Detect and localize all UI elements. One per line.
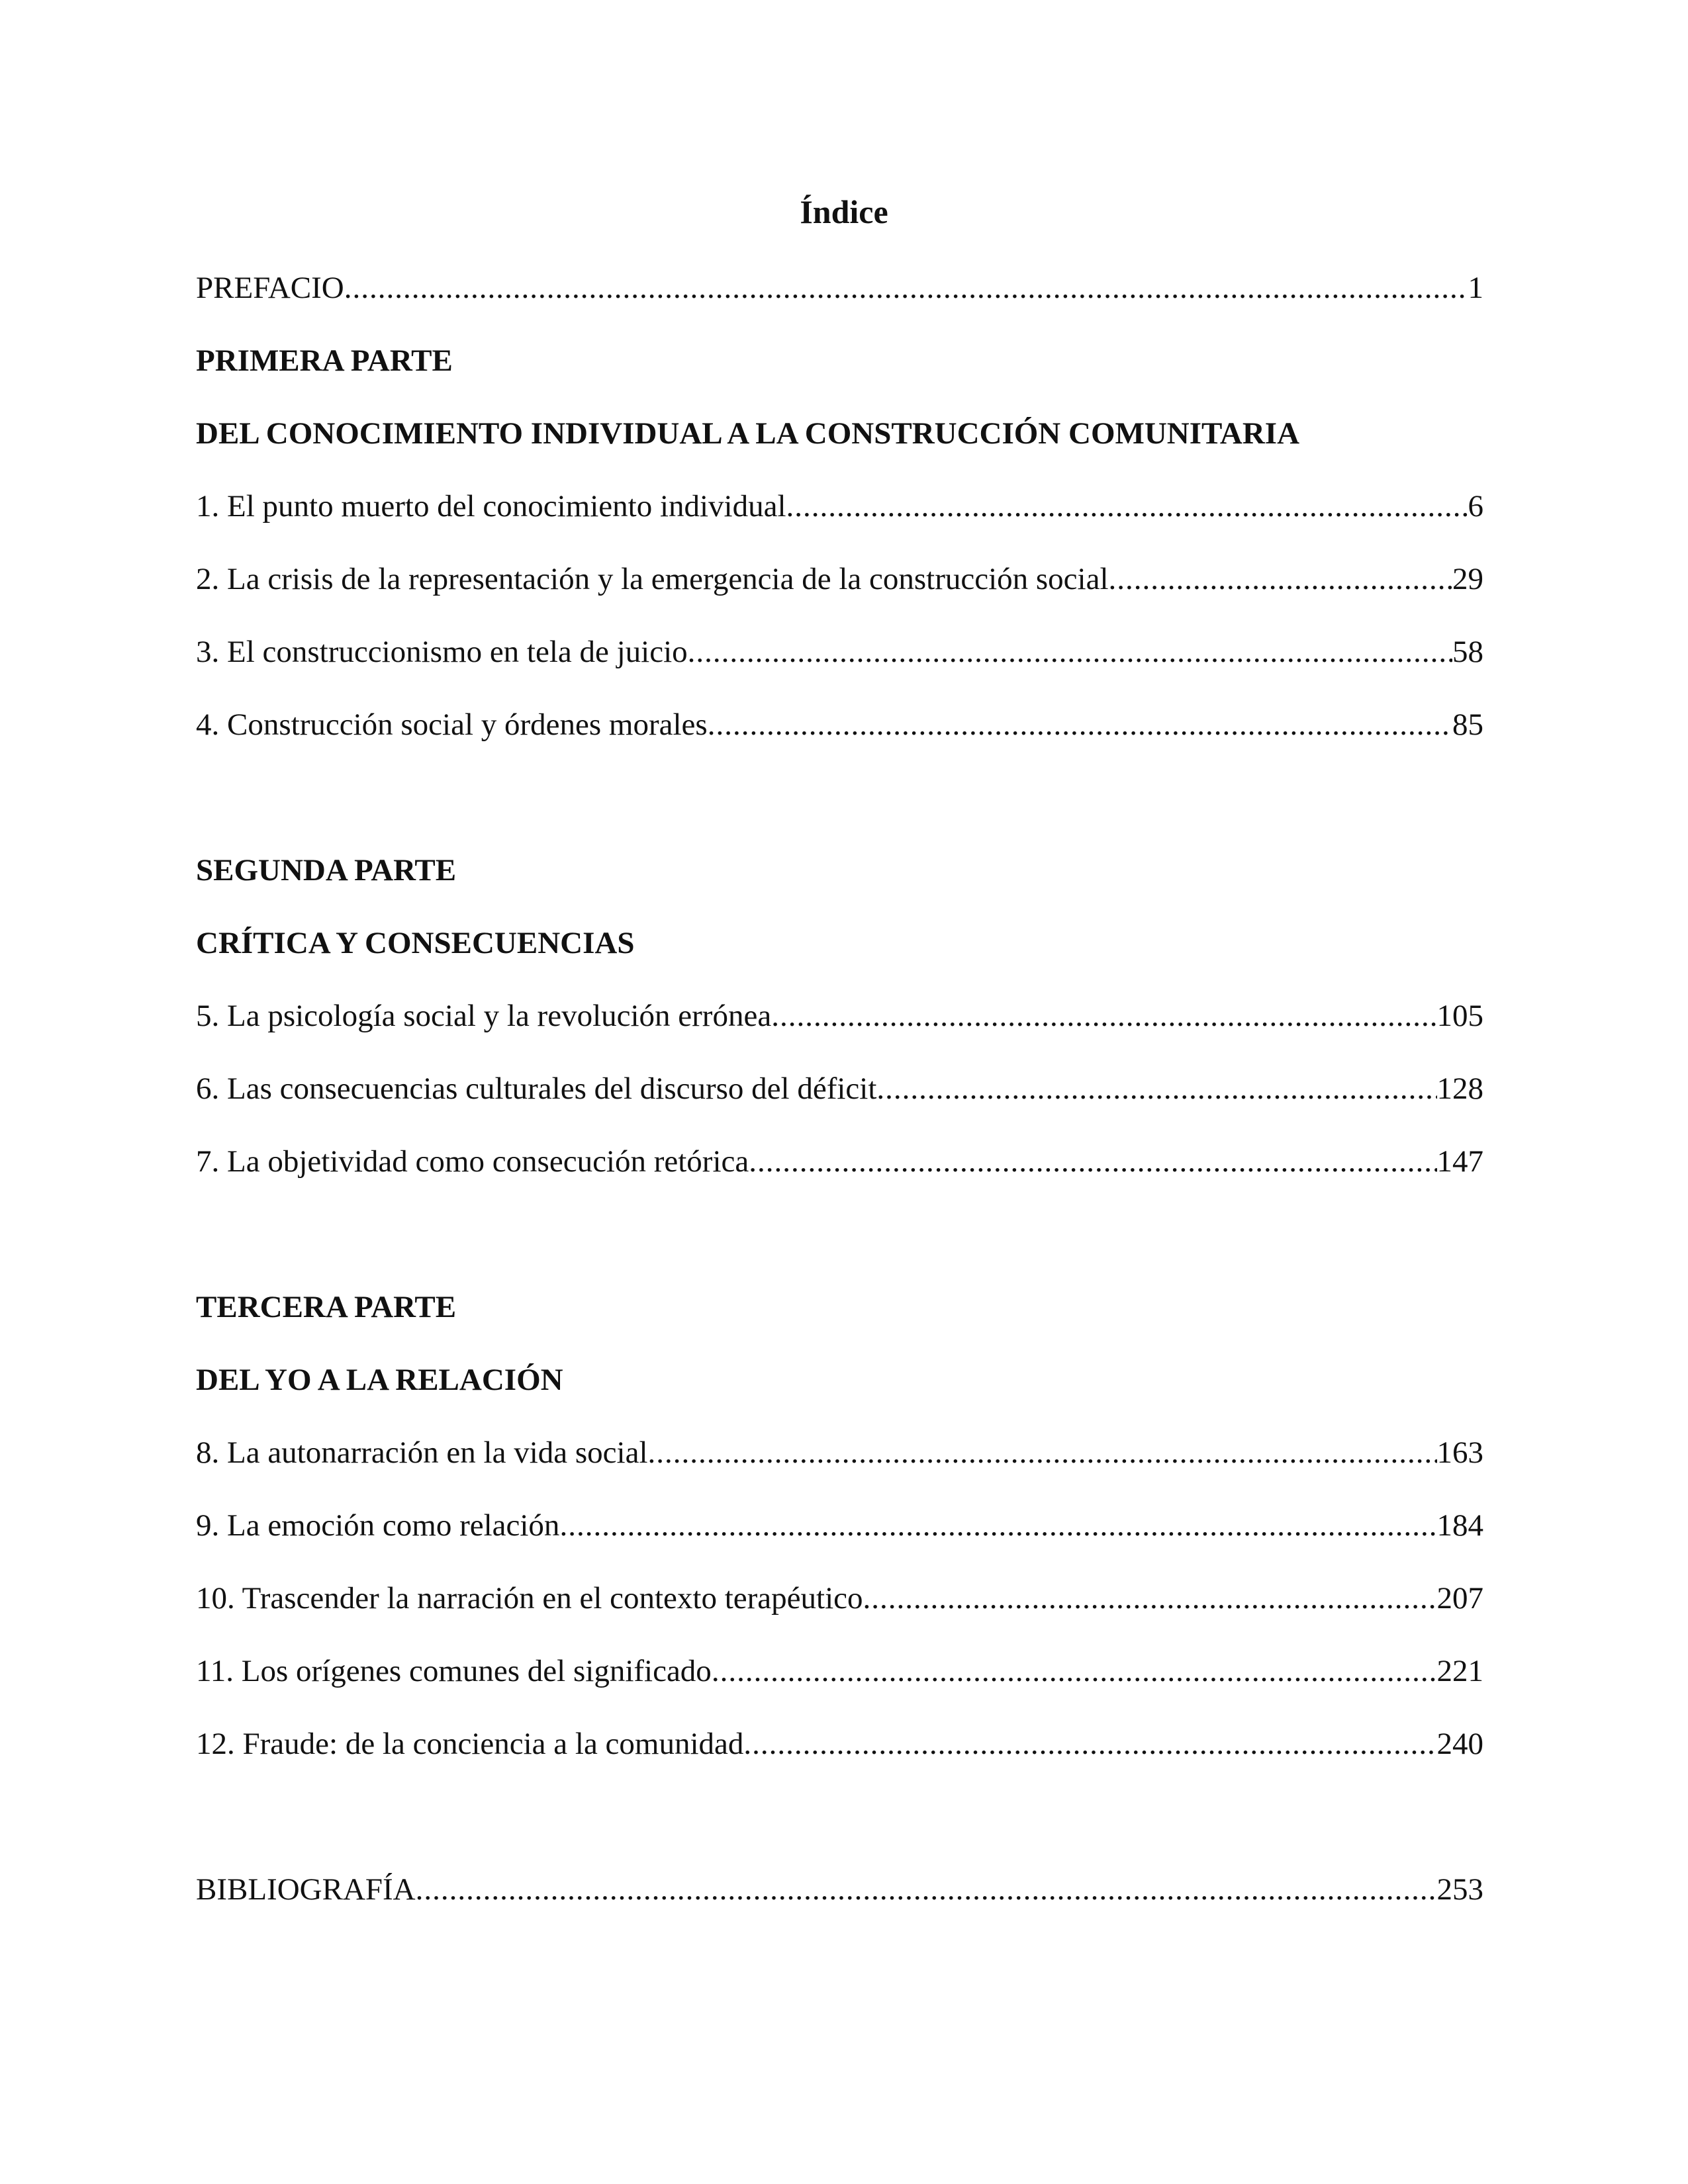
toc-entry[interactable]: [196, 559, 1483, 599]
page-title: Índice: [800, 193, 888, 230]
part-label: TERCERA PARTE: [196, 1290, 457, 1324]
toc-entry[interactable]: [196, 632, 1483, 672]
part-title: DEL CONOCIMIENTO INDIVIDUAL A LA CONSTRUCCIÓN COMUNITARIA: [196, 416, 1300, 451]
toc-entry[interactable]: [196, 1433, 1483, 1473]
toc-entry-page: 58: [1452, 635, 1483, 669]
leader-dots: [648, 1433, 1437, 1473]
toc-entry-label: 3. El construccionismo en tela de juicio: [196, 635, 688, 669]
part-title: DEL YO A LA RELACIÓN: [196, 1363, 563, 1397]
toc-entry-label: PREFACIO: [196, 271, 344, 305]
leader-dots: [712, 1651, 1437, 1691]
toc-entry-page: 105: [1436, 999, 1483, 1033]
toc-entry-page: 85: [1452, 707, 1483, 742]
toc-entry-label: 8. La autonarración en la vida social: [196, 1435, 648, 1470]
toc-entry-label: 2. La crisis de la representación y la emergencia de la construcción social: [196, 562, 1109, 596]
toc-entry-page: 184: [1436, 1508, 1483, 1543]
toc-entry-label: 10. Trascender la narración en el contexto terapéutico: [196, 1581, 863, 1615]
toc-entry-label: 11. Los orígenes comunes del significado: [196, 1654, 712, 1688]
toc-entry-label: 1. El punto muerto del conocimiento individual: [196, 489, 786, 523]
leader-dots: [749, 1142, 1436, 1181]
toc-entry-label: 9. La emoción como relación: [196, 1508, 560, 1543]
leader-dots: [344, 268, 1468, 308]
toc-entry[interactable]: [196, 1142, 1483, 1181]
toc-entry[interactable]: [196, 486, 1483, 526]
toc-entry-page: 29: [1452, 562, 1483, 596]
leader-dots: [863, 1578, 1437, 1618]
toc-entry-page: 221: [1436, 1654, 1483, 1688]
toc-entry[interactable]: [196, 1724, 1483, 1764]
toc-entry-label: 5. La psicología social y la revolución errónea: [196, 999, 772, 1033]
leader-dots: [743, 1724, 1436, 1764]
toc-entry-page: 163: [1436, 1435, 1483, 1470]
toc-entry-page: 1: [1468, 271, 1483, 305]
toc-entry[interactable]: [196, 705, 1483, 745]
toc-entry-label: 6. Las consecuencias culturales del discurso del déficit: [196, 1071, 877, 1106]
toc-entry-page: 207: [1436, 1581, 1483, 1615]
toc-entry[interactable]: [196, 1651, 1483, 1691]
part-label: PRIMERA PARTE: [196, 343, 453, 378]
leader-dots: [688, 632, 1452, 672]
toc-entry-page: 240: [1436, 1727, 1483, 1761]
part-label: SEGUNDA PARTE: [196, 853, 457, 887]
toc-entry[interactable]: [196, 1069, 1483, 1109]
toc-entry-prefacio[interactable]: [196, 268, 1483, 308]
toc-entry-label: 4. Construcción social y órdenes morales: [196, 707, 708, 742]
toc-entry-page: 147: [1436, 1144, 1483, 1179]
toc-entry-page: 253: [1436, 1872, 1483, 1907]
leader-dots: [559, 1506, 1436, 1545]
toc-entry-page: 128: [1436, 1071, 1483, 1106]
toc-entry[interactable]: [196, 1506, 1483, 1545]
leader-dots: [876, 1069, 1436, 1109]
leader-dots: [416, 1870, 1437, 1909]
leader-dots: [1109, 559, 1452, 599]
toc-entry-label: 12. Fraude: de la conciencia a la comunidad: [196, 1727, 744, 1761]
toc-entry[interactable]: [196, 1578, 1483, 1618]
leader-dots: [786, 486, 1468, 526]
toc-entry-label: BIBLIOGRAFÍA: [196, 1872, 416, 1907]
toc-entry[interactable]: [196, 996, 1483, 1036]
toc-entry-label: 7. La objetividad como consecución retórica: [196, 1144, 749, 1179]
leader-dots: [771, 996, 1436, 1036]
part-title: CRÍTICA Y CONSECUENCIAS: [196, 926, 635, 960]
toc-entry-bibliografia[interactable]: [196, 1870, 1483, 1909]
leader-dots: [708, 705, 1452, 745]
toc-entry-page: 6: [1468, 489, 1483, 523]
